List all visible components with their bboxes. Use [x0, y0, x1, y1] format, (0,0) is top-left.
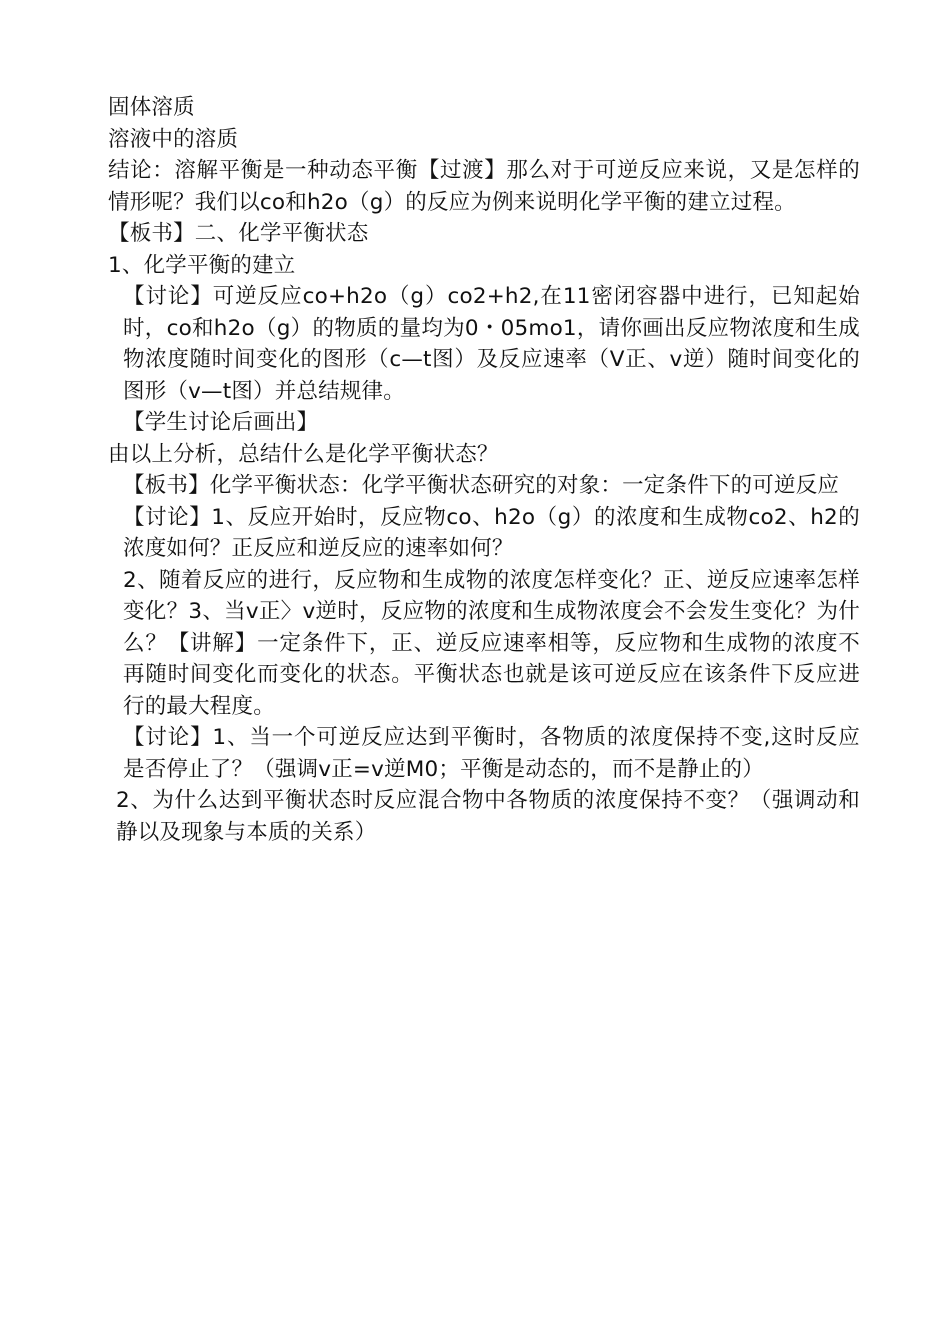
paragraph-conclusion: 结论：溶解平衡是一种动态平衡【过渡】那么对于可逆反应来说，又是怎样的情形呢？我们以co和h2o（g）的反应为例来说明化学平衡的建立过程。: [108, 158, 860, 215]
paragraph-discussion-1: 【讨论】可逆反应co+h2o（g）co2+h2,在11密闭容器中进行，已知起始时，co和h2o（g）的物质的量均为0・05mo1，请你画出反应物浓度和生成物浓度随时间变化的图形（c—t图）及反应速率（V正、v逆）随时间变化的图形（v—t图）并总结规律。: [123, 284, 860, 404]
paragraph-discussion-3: 2、随着反应的进行，反应物和生成物的浓度怎样变化？正、逆反应速率怎样变化？3、当v正〉v逆时，反应物的浓度和生成物浓度会不会发生变化？为什么？【讲解】一定条件下，正、逆反应速率相等，反应物和生成物的浓度不再随时间变化而变化的状态。平衡状态也就是该可逆反应在该条件下反应进行的最大程度。: [123, 567, 860, 719]
document-body: [108, 92, 860, 848]
paragraph-discussion-2: 【讨论】1、反应开始时，反应物co、h2o（g）的浓度和生成物co2、h2的浓度如何？正反应和逆反应的速率如何？: [123, 504, 860, 561]
paragraph-student-draw: 【学生讨论后画出】: [123, 410, 319, 435]
paragraph-summary-question: 由以上分析，总结什么是化学平衡状态？: [108, 441, 499, 467]
paragraph-discussion-5: 2、为什么达到平衡状态时反应混合物中各物质的浓度保持不变？（强调动和静以及现象与本质的关系）: [116, 788, 860, 845]
paragraph-section-1: 1、化学平衡的建立: [108, 252, 296, 278]
paragraph-discussion-4: 【讨论】1、当一个可逆反应达到平衡时，各物质的浓度保持不变,这时反应是否停止了？（强调v正=v逆M0；平衡是动态的，而不是静止的）: [123, 725, 860, 782]
paragraph-solid-solute: 固体溶质: [108, 95, 195, 120]
paragraph-board-definition: 【板书】化学平衡状态：化学平衡状态研究的对象：一定条件下的可逆反应: [123, 473, 840, 498]
paragraph-board-heading: 【板书】二、化学平衡状态: [108, 221, 369, 246]
paragraph-solute-in-solution: 溶液中的溶质: [108, 126, 239, 152]
